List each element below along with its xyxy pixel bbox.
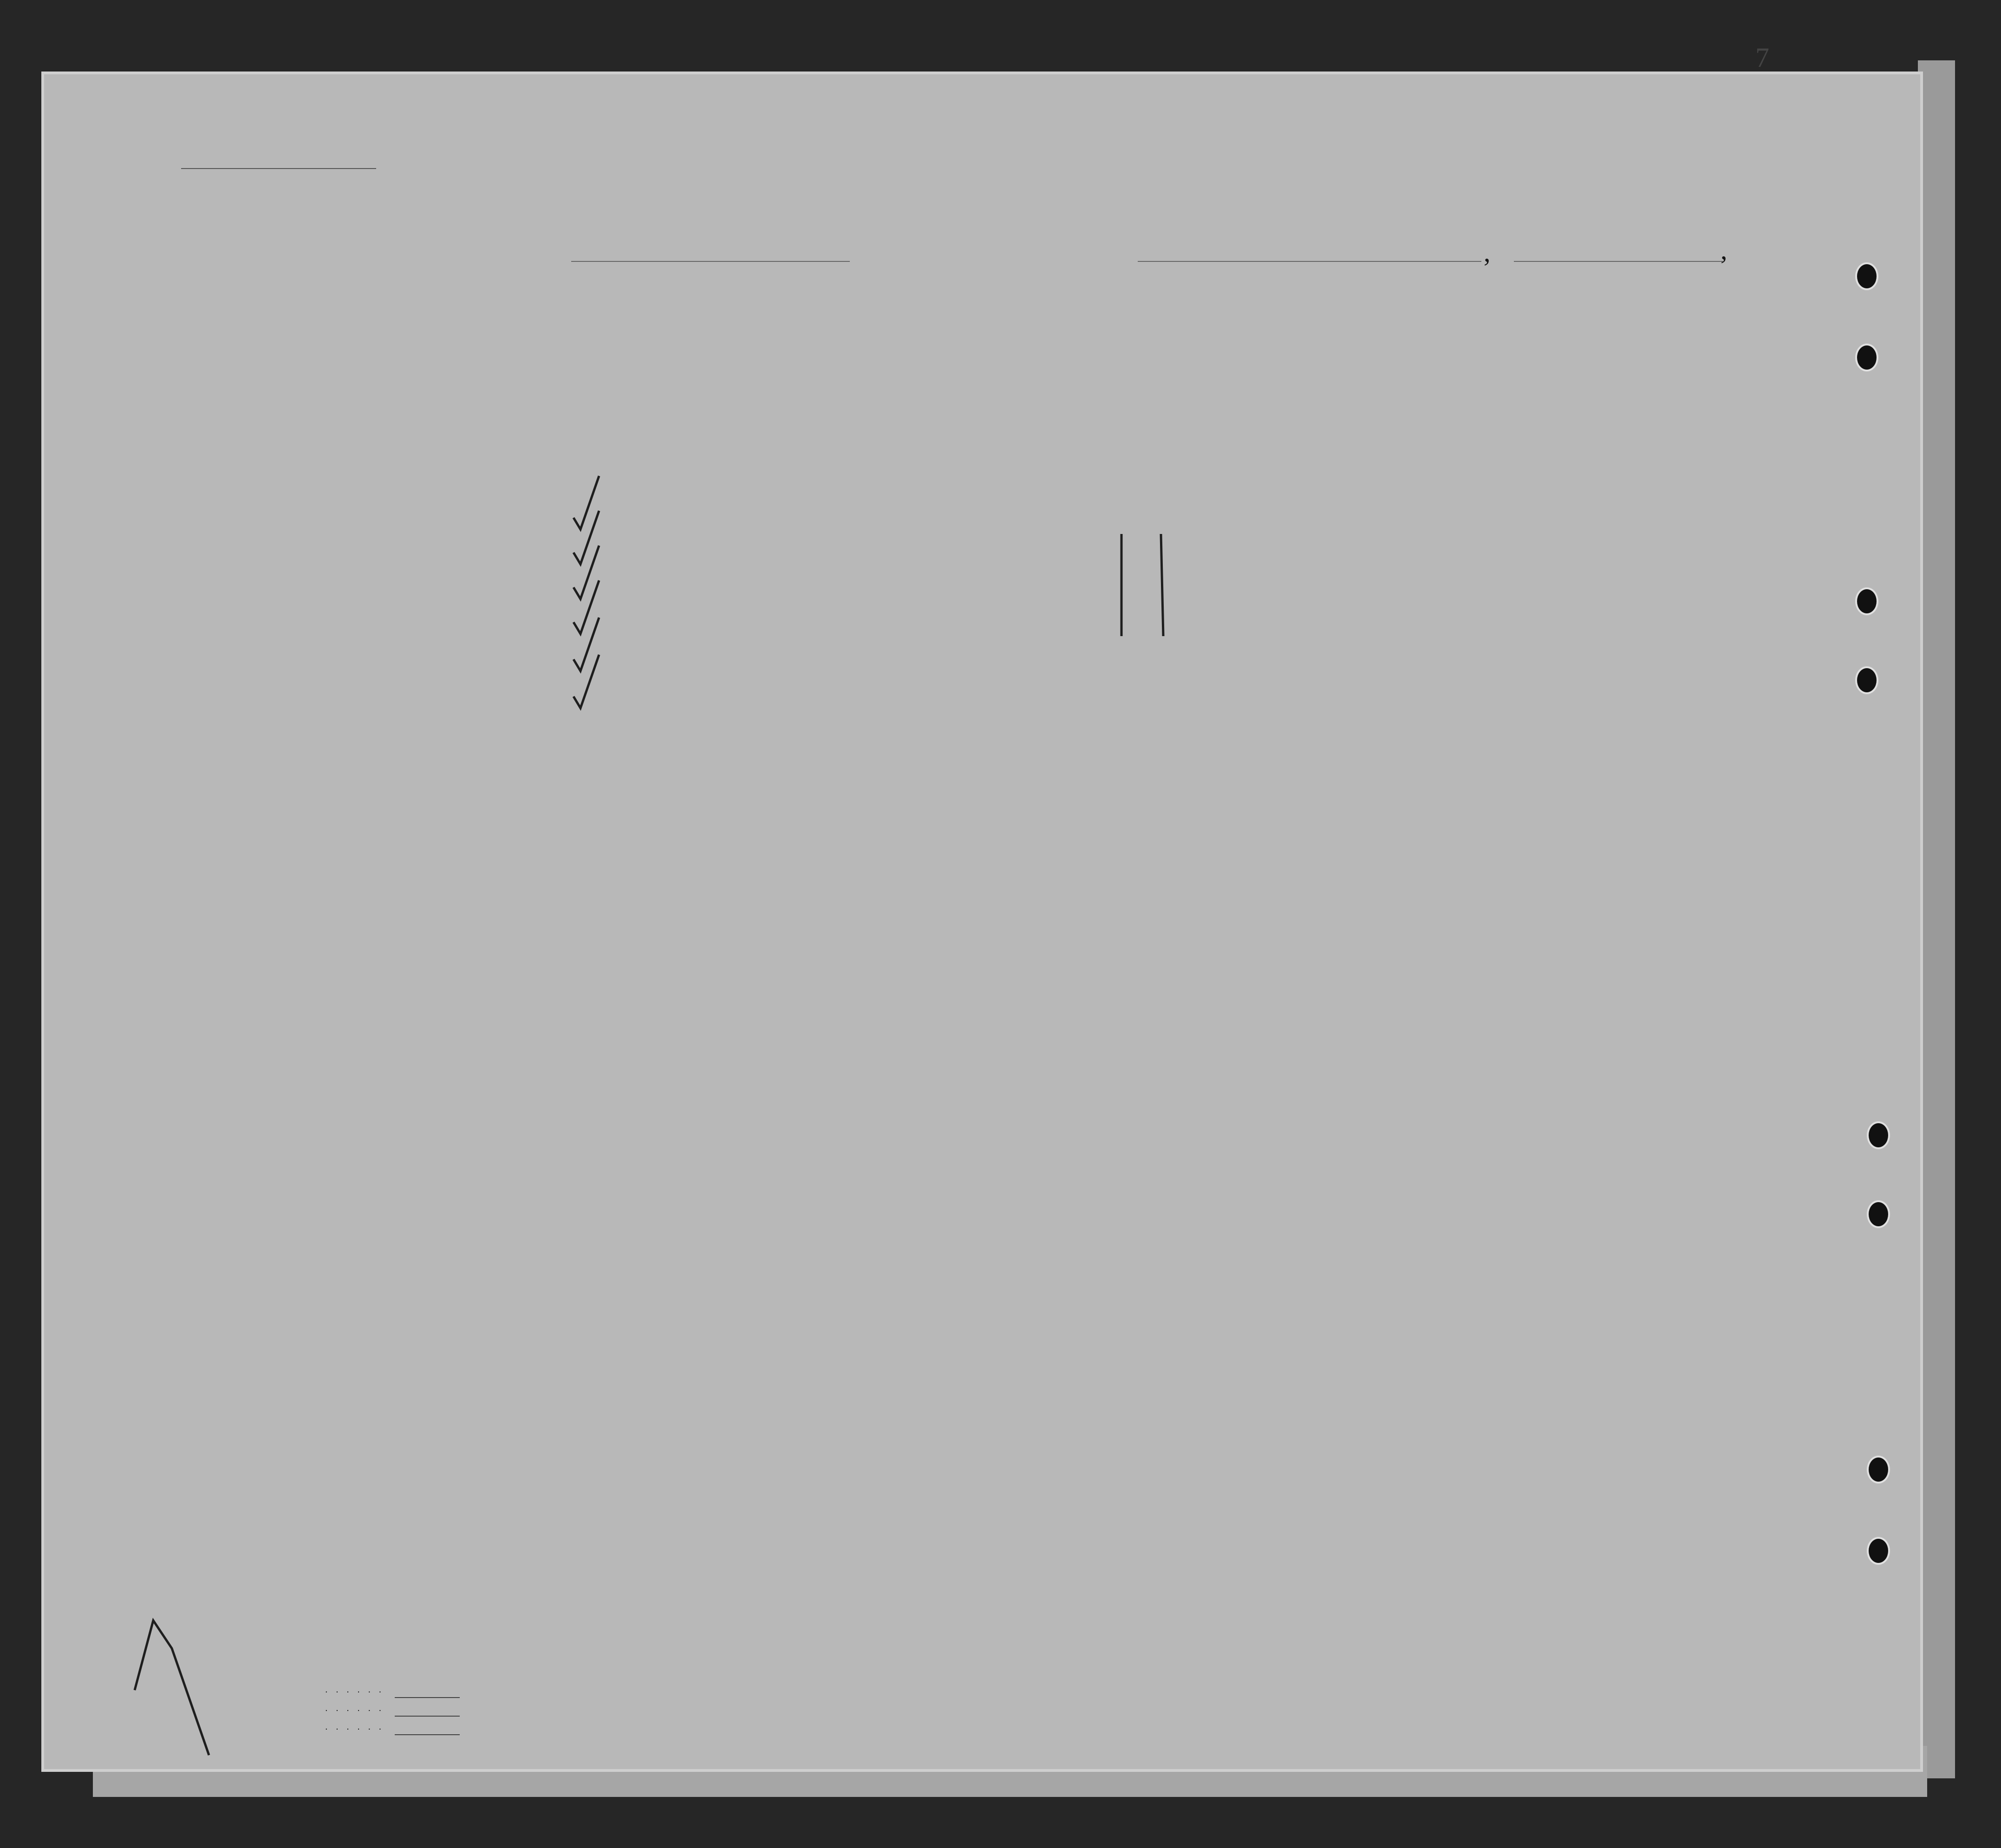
footer-line [395,1734,460,1735]
binder-hole [1867,1200,1890,1228]
footer-line [395,1697,460,1698]
date-underline [1514,261,1723,262]
footer-line [395,1716,460,1717]
footer-dots: . . . . . . [325,1703,385,1713]
footer-dots: . . . . . . [325,1722,385,1732]
binder-hole [1855,587,1878,615]
manifest-sheet [44,74,1920,1769]
port-underline [1138,261,1481,262]
page-stack-edge [1918,60,1955,1778]
binder-hole [1855,344,1878,371]
binder-hole [1867,1121,1890,1149]
comma-1: , [1484,237,1491,267]
binder-hole [1855,262,1878,290]
comma-2: , [1721,235,1727,265]
footer-dots: . . . . . . [325,1685,385,1695]
binder-hole [1867,1456,1890,1484]
ship-underline [571,261,850,262]
list-underline [181,168,376,169]
corner-mark: 7 [1755,42,1769,73]
binder-hole [1867,1537,1890,1565]
binder-hole [1855,666,1878,694]
